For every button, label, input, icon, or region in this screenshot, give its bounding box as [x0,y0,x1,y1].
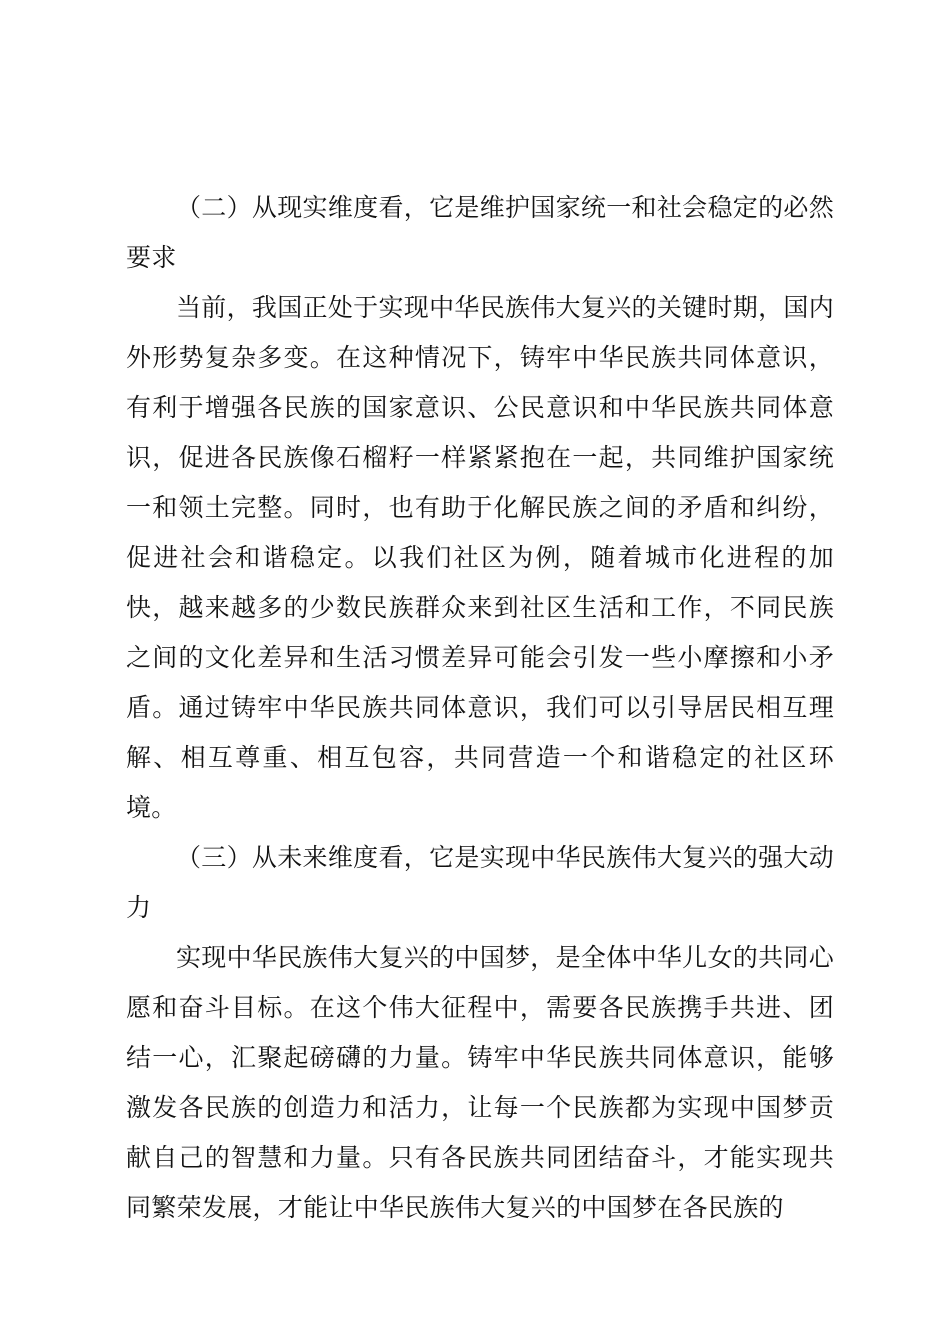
body-paragraph: 当前，我国正处于实现中华民族伟大复兴的关键时期，国内外形势复杂多变。在这种情况下，铸牢中华民族共同体意识，有利于增强各民族的国家意识、公民意识和中华民族共同体意识，促进各民族像石榴籽一样紧紧抱在一起，共同维护国家统一和领土完整。同时，也有助于化解民族之间的矛盾和纠纷，促进社会和谐稳定。以我们社区为例，随着城市化进程的加快，越来越多的少数民族群众来到社区生活和工作，不同民族之间的文化差异和生活习惯差异可能会引发一些小摩擦和小矛盾。通过铸牢中华民族共同体意识，我们可以引导居民相互理解、相互尊重、相互包容，共同营造一个和谐稳定的社区环境。 [126,293,834,822]
body-paragraph: 实现中华民族伟大复兴的中国梦，是全体中华儿女的共同心愿和奋斗目标。在这个伟大征程中，需要各民族携手共进、团结一心，汇聚起磅礴的力量。铸牢中华民族共同体意识，能够激发各民族的创造力和活力，让每一个民族都为实现中国梦贡献自己的智慧和力量。只有各民族共同团结奋斗，才能实现共同繁荣发展，才能让中华民族伟大复兴的中国梦在各民族的 [126,943,834,1222]
document-body [126,183,834,1233]
section-heading-2: （二）从现实维度看，它是维护国家统一和社会稳定的必然要求 [126,193,834,272]
section-heading-3: （三）从未来维度看，它是实现中华民族伟大复兴的强大动力 [126,843,834,922]
